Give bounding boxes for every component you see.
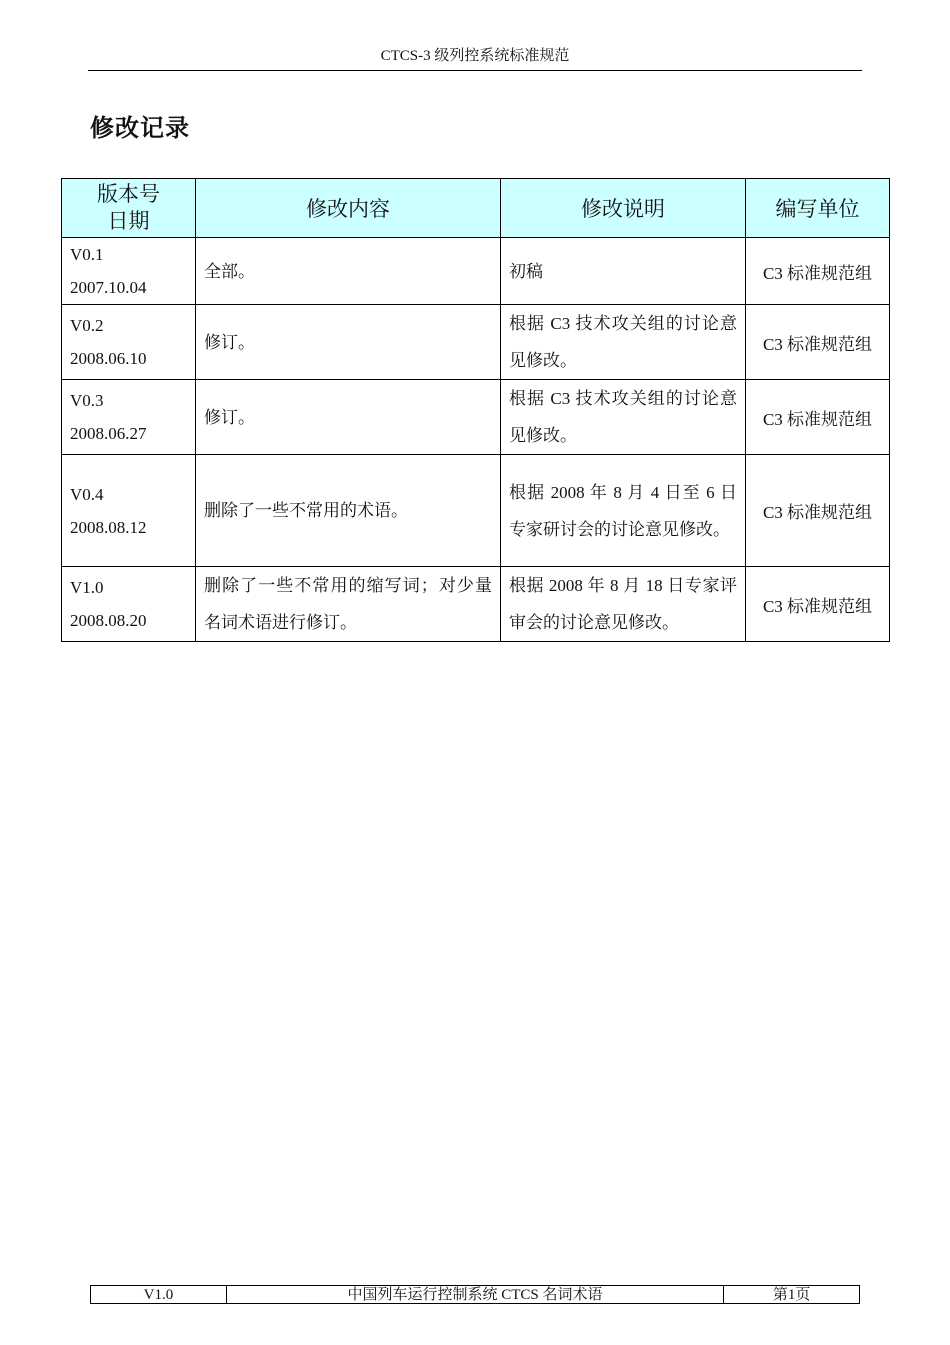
- table-header-row: [62, 179, 890, 238]
- header-version-label: 版本号: [97, 182, 160, 206]
- table-row: [62, 238, 890, 305]
- version-date-cell: [62, 380, 196, 455]
- revision-table: [61, 178, 890, 642]
- note-cell: 根据 C3 技术攻关组的讨论意见修改。: [501, 380, 746, 455]
- footer-page-number: 第1页: [724, 1286, 860, 1304]
- version-date-cell: [62, 238, 196, 305]
- version-number: V0.1: [70, 245, 104, 264]
- footer-version: V1.0: [91, 1286, 227, 1304]
- note-cell: 初稿: [501, 238, 746, 305]
- unit-cell: C3 标准规范组: [746, 305, 890, 380]
- version-number: V1.0: [70, 578, 104, 597]
- note-cell: 根据 C3 技术攻关组的讨论意见修改。: [501, 305, 746, 380]
- revision-date: 2008.06.27: [70, 424, 147, 443]
- revision-date: 2008.08.12: [70, 517, 147, 537]
- column-header-content: 修改内容: [196, 179, 501, 238]
- header-date-label: 日期: [107, 209, 150, 233]
- unit-cell: C3 标准规范组: [746, 455, 890, 567]
- document-title: 修改记录: [90, 114, 190, 142]
- version-date-cell: [62, 455, 196, 567]
- table-row: [62, 380, 890, 455]
- column-header-version-date: [62, 179, 196, 238]
- page-header: [88, 44, 862, 71]
- version-number: V0.4: [70, 484, 104, 504]
- version-date-cell: [62, 567, 196, 642]
- version-date-cell: [62, 305, 196, 380]
- revision-date: 2007.10.04: [70, 278, 147, 297]
- note-cell: 根据 2008 年 8 月 4 日至 6 日专家研讨会的讨论意见修改。: [501, 455, 746, 567]
- content-cell: 删除了一些不常用的术语。: [196, 455, 501, 567]
- content-cell: 修订。: [196, 380, 501, 455]
- column-header-unit: 编写单位: [746, 179, 890, 238]
- content-cell: 修订。: [196, 305, 501, 380]
- unit-cell: C3 标准规范组: [746, 380, 890, 455]
- table-row: [62, 305, 890, 380]
- table-row: [62, 567, 890, 642]
- footer-document-name: 中国列车运行控制系统 CTCS 名词术语: [226, 1286, 723, 1304]
- table-row: [62, 455, 890, 567]
- content-cell: 全部。: [196, 238, 501, 305]
- unit-cell: C3 标准规范组: [746, 238, 890, 305]
- content-cell: 删除了一些不常用的缩写词；对少量名词术语进行修订。: [196, 567, 501, 642]
- page-footer: [90, 1285, 860, 1304]
- column-header-note: 修改说明: [501, 179, 746, 238]
- version-number: V0.2: [70, 316, 104, 335]
- note-cell: 根据 2008 年 8 月 18 日专家评审会的讨论意见修改。: [501, 567, 746, 642]
- unit-cell: C3 标准规范组: [746, 567, 890, 642]
- header-title: CTCS-3 级列控系统标准规范: [380, 48, 570, 64]
- revision-date: 2008.06.10: [70, 349, 147, 368]
- version-number: V0.3: [70, 391, 104, 410]
- revision-date: 2008.08.20: [70, 611, 147, 630]
